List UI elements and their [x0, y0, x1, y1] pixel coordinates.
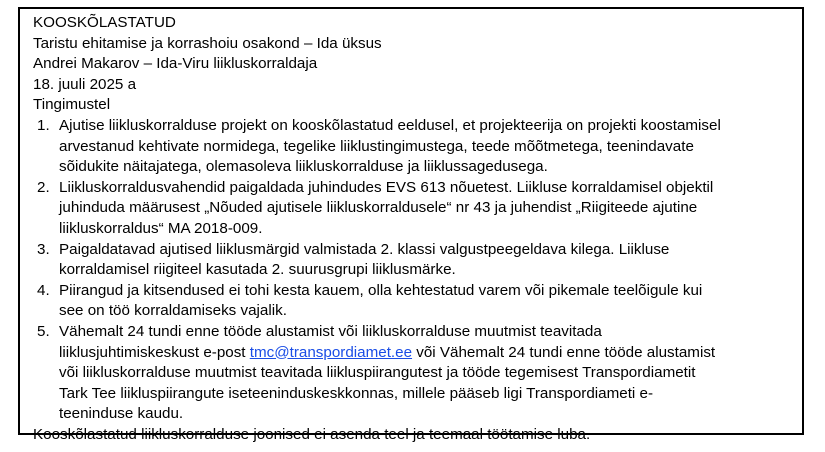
condition-text: sõidukite näitajatega, olemasoleva liikluskorralduse ja liiklussagedusega. — [59, 158, 548, 176]
condition-text: Vähemalt 24 tundi enne tööde alustamist või liikluskorralduse muutmist teavitada — [59, 322, 602, 340]
footer-note: Kooskõlastatud liikluskorralduse joonised ei asenda teel ja teemaal töötamise luba. — [33, 425, 591, 443]
condition-text: liikluskorraldus“ MA 2018-009. — [59, 219, 263, 237]
condition-text: Piirangud ja kitsendused ei tohi kesta kauem, olla kehtestatud varem või pikemale teelõigule kui — [59, 281, 703, 299]
department-name: Taristu ehitamise ja korrashoiu osakond – Ida üksus — [33, 34, 382, 52]
condition-number: 2. — [37, 178, 50, 196]
condition-text — [59, 343, 795, 364]
condition-text: korraldamisel riigiteel kasutada 2. suurusgrupi liiklusmärke. — [59, 261, 456, 279]
condition-text: Ajutise liikluskorralduse projekt on kooskõlastatud eeldusel, et projekteerija on projekti koostamisel — [59, 116, 721, 134]
condition-item — [33, 240, 795, 281]
condition-number: 1. — [37, 116, 50, 134]
condition-text: teeninduse kaudu. — [59, 405, 184, 423]
condition-item — [33, 178, 795, 240]
condition-text: Liikluskorraldusvahendid paigaldada juhindudes EVS 613 nõuetest. Liikluse korraldamisel objektil — [59, 178, 714, 196]
condition-text-segment: liiklusjuhtimiskeskust e-post — [59, 343, 250, 361]
condition-text: arvestanud kehtivate normidega, tegelike liiklustingimustega, teede mõõtmetega, teenindavate — [59, 137, 694, 155]
condition-text: see on töö korraldamiseks vajalik. — [59, 302, 287, 320]
condition-number: 4. — [37, 281, 50, 299]
condition-number: 3. — [37, 240, 50, 258]
email-link[interactable]: tmc@transpordiamet.ee — [249, 343, 413, 361]
condition-item — [33, 322, 795, 425]
approval-date: 18. juuli 2025 a — [33, 75, 137, 93]
condition-text: või liikluskorralduse muutmist teavitada liikluspiirangutest ja tööde tegemisest Transpordiametit — [59, 364, 696, 382]
condition-text-segment: või Vähemalt 24 tundi enne tööde alustamist — [412, 343, 716, 361]
condition-text: juhinduda määrusest „Nõuded ajutisele liikluskorraldusele“ nr 43 ja juhendist „Riigiteede ajutine — [59, 199, 698, 217]
approval-status: KOOSKÕLASTATUD — [33, 14, 176, 31]
conditions-label: Tingimustel — [33, 96, 111, 114]
condition-text: Paigaldatavad ajutised liiklusmärgid valmistada 2. klassi valgustpeegeldava kilega. Liikluse — [59, 240, 670, 258]
condition-item — [33, 116, 795, 178]
signer-name: Andrei Makarov – Ida-Viru liikluskorraldaja — [33, 55, 318, 73]
condition-item — [33, 281, 795, 322]
approval-stamp — [33, 13, 795, 445]
condition-text: Tark Tee liikluspiirangute iseteeninduskeskkonnas, millele pääseb ligi Transpordiameti e- — [59, 384, 654, 402]
condition-number: 5. — [37, 322, 50, 340]
conditions-list — [33, 116, 795, 425]
